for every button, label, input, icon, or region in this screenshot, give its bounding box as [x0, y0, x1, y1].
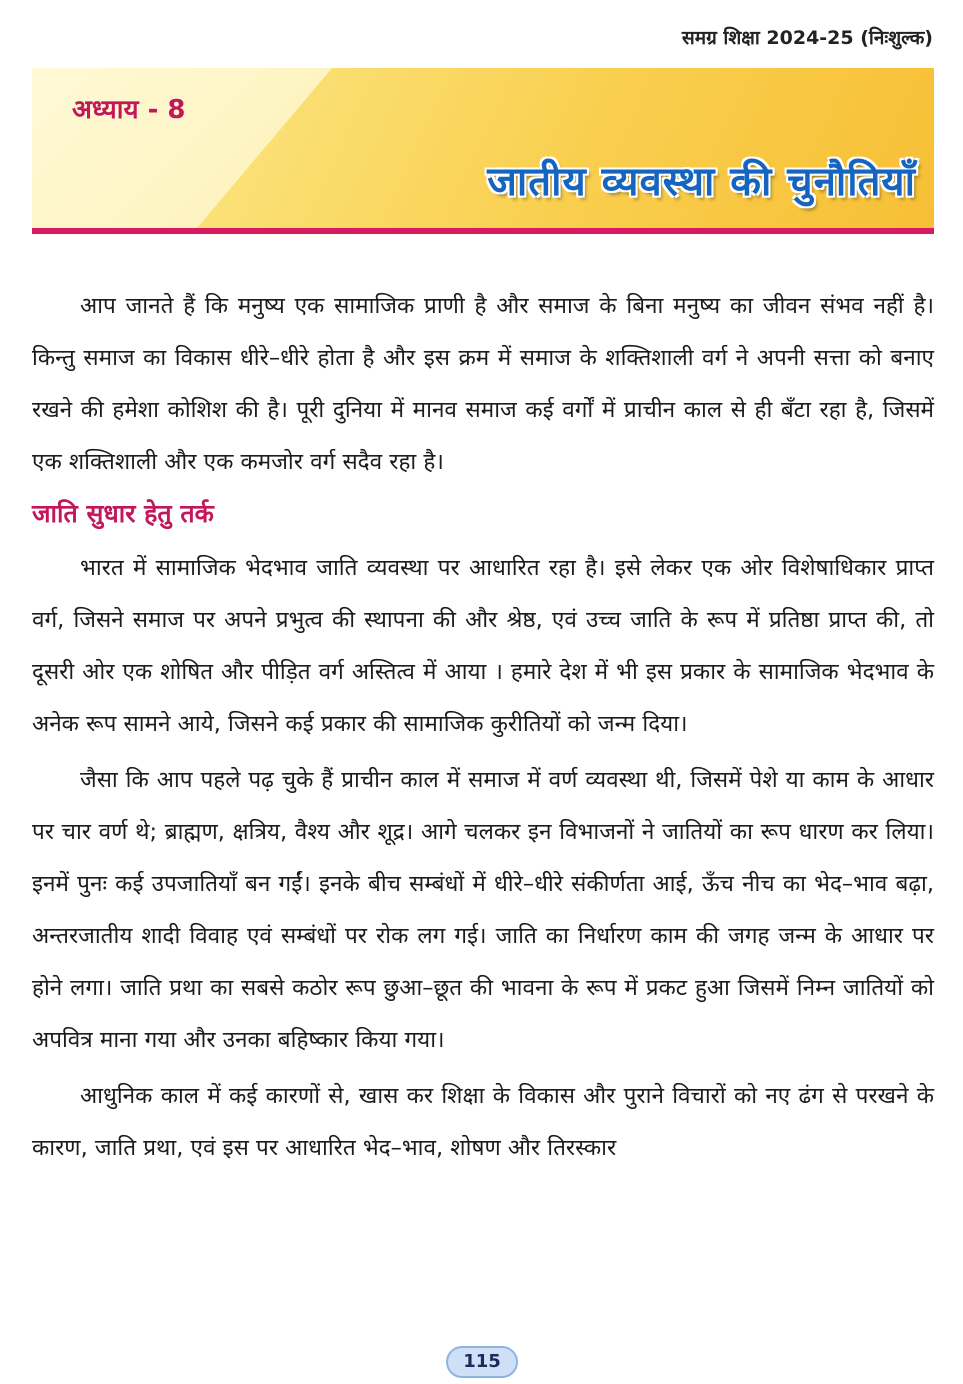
header-session-text: समग्र शिक्षा 2024-25 (निःशुल्क): [681, 27, 933, 49]
chapter-number: अध्याय - 8: [72, 95, 186, 125]
paragraph: जैसा कि आप पहले पढ़ चुके हैं प्राचीन काल में समाज में वर्ण व्यवस्था थी, जिसमें पेशे या काम के आधार पर चार वर्ण थे; ब्राह्मण, क्षत्रिय, वैश्य और शूद्र। आगे चलकर इन विभाजनों ने जातियों का रूप धारण कर लिया। इनमें पुनः कई उपजातियाँ बन गईं। इनके बीच सम्बंधों में धीरे–धीरे संकीर्णता आई, ऊँच नीच का भेद–भाव बढ़ा, अन्तरजातीय शादी विवाह एवं सम्बंधों पर रोक लग गई। जाति का निर्धारण काम की जगह जन्म के आधार पर होने लगा। जाति प्रथा का सबसे कठोर रूप छुआ–छूत की भावना के रूप में प्रकट हुआ जिसमें निम्न जातियों को अपवित्र माना गया और उनका बहिष्कार किया गया।: [32, 767, 934, 1053]
page-content: [32, 280, 934, 1178]
paragraph: भारत में सामाजिक भेदभाव जाति व्यवस्था पर आधारित रहा है। इसे लेकर एक ओर विशेषाधिकार प्राप्त वर्ग, जिसने समाज पर अपने प्रभुत्व की स्थापना की और श्रेष्ठ, एवं उच्च जाति के रूप में प्रतिष्ठा प्राप्त की, तो दूसरी ओर एक शोषित और पीड़ित वर्ग अस्तित्व में आया । हमारे देश में भी इस प्रकार के सामाजिक भेदभाव के अनेक रूप सामने आये, जिसने कई प्रकार की सामाजिक कुरीतियों को जन्म दिया।: [32, 555, 934, 737]
paragraph-intro: आप जानते हैं कि मनुष्य एक सामाजिक प्राणी है और समाज के बिना मनुष्य का जीवन संभव नहीं है। किन्तु समाज का विकास धीरे–धीरे होता है और इस क्रम में समाज के शक्तिशाली वर्ग ने अपनी सत्ता को बनाए रखने की हमेशा कोशिश की है। पूरी दुनिया में मानव समाज कई वर्गों में प्राचीन काल से ही बँटा रहा है, जिसमें एक शक्तिशाली और एक कमजोर वर्ग सदैव रहा है।: [32, 293, 934, 475]
paragraph: आधुनिक काल में कई कारणों से, खास कर शिक्षा के विकास और पुराने विचारों को नए ढंग से परखने के कारण, जाति प्रथा, एवं इस पर आधारित भेद–भाव, शोषण और तिरस्कार: [32, 1083, 934, 1161]
chapter-title: जातीय व्यवस्था की चुनौतियाँ: [487, 159, 916, 205]
page-number-badge: 115: [446, 1346, 518, 1378]
chapter-banner: [32, 68, 934, 234]
section-heading: जाति सुधार हेतु तर्क: [32, 499, 214, 528]
